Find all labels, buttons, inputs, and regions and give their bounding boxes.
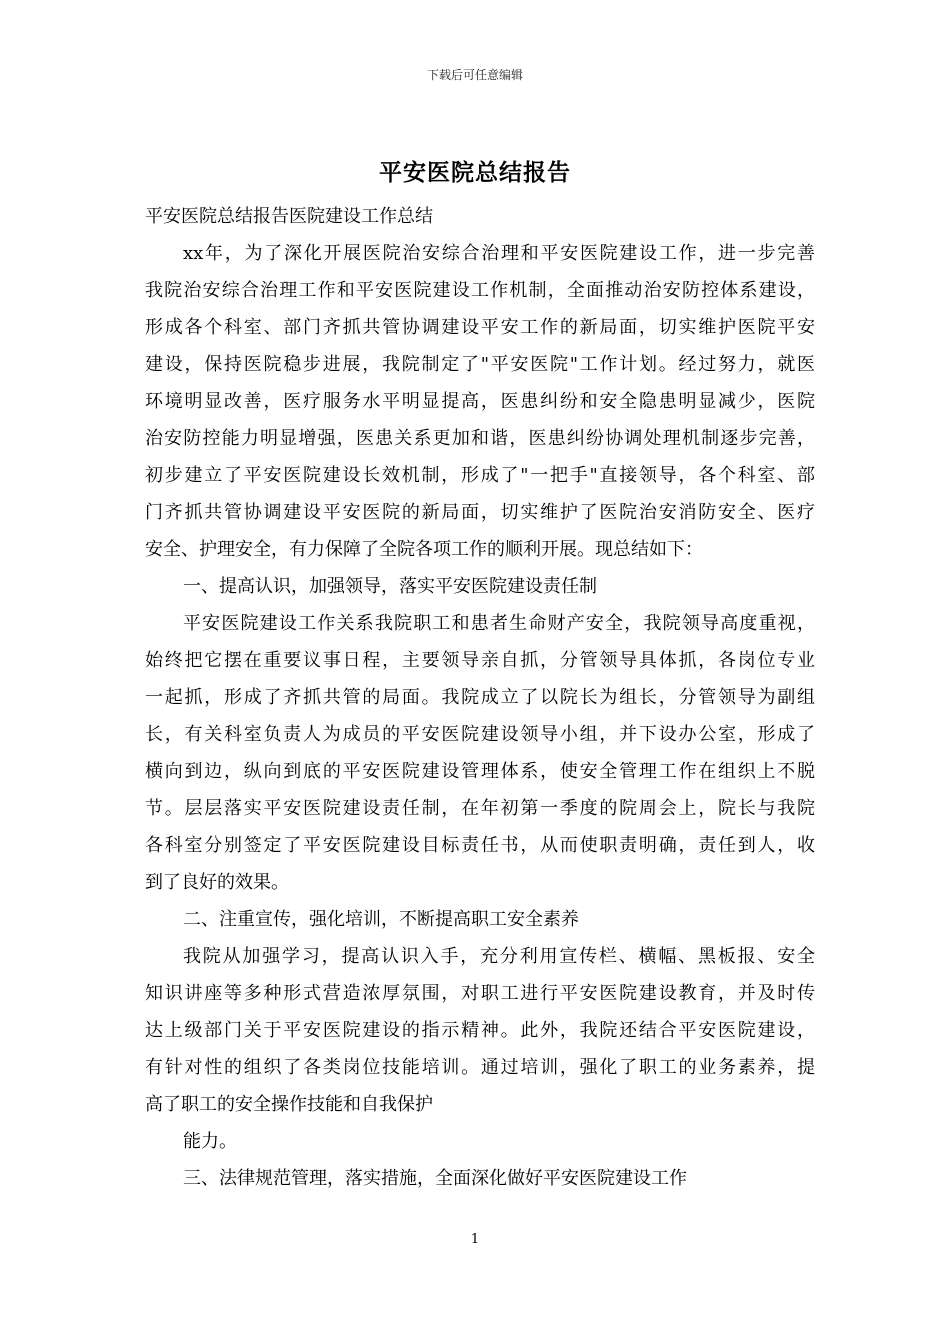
- paragraph-line: 安全、护理安全，有力保障了全院各项工作的顺利开展。现总结如下：: [145, 539, 703, 560]
- paragraph-line: 节。层层落实平安医院建设责任制，在年初第一季度的院周会上，院长与我院: [145, 798, 815, 819]
- paragraph-line: 始终把它摆在重要议事日程，主要领导亲自抓，分管领导具体抓，各岗位专业: [145, 650, 815, 671]
- paragraph-line: 到了良好的效果。: [145, 872, 289, 893]
- document-body: [145, 198, 815, 1197]
- paragraph-line: 门齐抓共管协调建设平安医院的新局面，切实维护了医院治安消防安全、医疗: [145, 502, 815, 523]
- paragraph-line: 有针对性的组织了各类岗位技能培训。通过培训，强化了职工的业务素养，提: [145, 1057, 815, 1078]
- page-header: 下载后可任意编辑: [426, 68, 523, 82]
- paragraph-line: 形成各个科室、部门齐抓共管协调建设平安工作的新局面，切实维护医院平安: [145, 317, 815, 338]
- paragraph-line: 一起抓，形成了齐抓共管的局面。我院成立了以院长为组长，分管领导为副组: [145, 687, 815, 708]
- document-title: 平安医院总结报告: [379, 159, 571, 186]
- paragraph-line: xx年，为了深化开展医院治安综合治理和平安医院建设工作，进一步完善: [183, 243, 815, 264]
- paragraph-line: 各科室分别签定了平安医院建设目标责任书，从而使职责明确，责任到人，收: [145, 835, 815, 856]
- paragraph-line: 我院从加强学习，提高认识入手，充分利用宣传栏、横幅、黑板报、安全: [183, 946, 815, 967]
- paragraph-line: 治安防控能力明显增强，医患关系更加和谐，医患纠纷协调处理机制逐步完善，: [145, 428, 815, 449]
- paragraph-line: 横向到边，纵向到底的平安医院建设管理体系，使安全管理工作在组织上不脱: [145, 761, 815, 782]
- paragraph-line: 高了职工的安全操作技能和自我保护: [145, 1094, 433, 1115]
- paragraph-line: 我院治安综合治理工作和平安医院建设工作机制，全面推动治安防控体系建设，: [145, 280, 815, 301]
- paragraph-line: 初步建立了平安医院建设长效机制，形成了"一把手"直接领导，各个科室、部: [145, 465, 815, 486]
- paragraph-line: 平安医院建设工作关系我院职工和患者生命财产安全，我院领导高度重视，: [183, 613, 815, 634]
- paragraph-line: 环境明显改善，医疗服务水平明显提高，医患纠纷和安全隐患明显减少，医院: [145, 391, 815, 412]
- paragraph-line: 长，有关科室负责人为成员的平安医院建设领导小组，并下设办公室，形成了: [145, 724, 815, 745]
- paragraph-line: 知识讲座等多种形式营造浓厚氛围，对职工进行平安医院建设教育，并及时传: [145, 983, 815, 1004]
- section-heading: 三、法律规范管理，落实措施，全面深化做好平安医院建设工作: [183, 1168, 687, 1189]
- page-number: 1: [470, 1232, 480, 1247]
- paragraph-line: 达上级部门关于平安医院建设的指示精神。此外，我院还结合平安医院建设，: [145, 1020, 815, 1041]
- section-heading: 一、提高认识，加强领导，落实平安医院建设责任制: [183, 576, 597, 597]
- paragraph-line: 平安医院总结报告医院建设工作总结: [145, 206, 433, 227]
- paragraph-line: 建设，保持医院稳步进展，我院制定了"平安医院"工作计划。经过努力，就医: [145, 354, 815, 375]
- section-heading: 二、注重宣传，强化培训，不断提高职工安全素养: [183, 909, 579, 930]
- section-heading: 能力。: [183, 1131, 237, 1152]
